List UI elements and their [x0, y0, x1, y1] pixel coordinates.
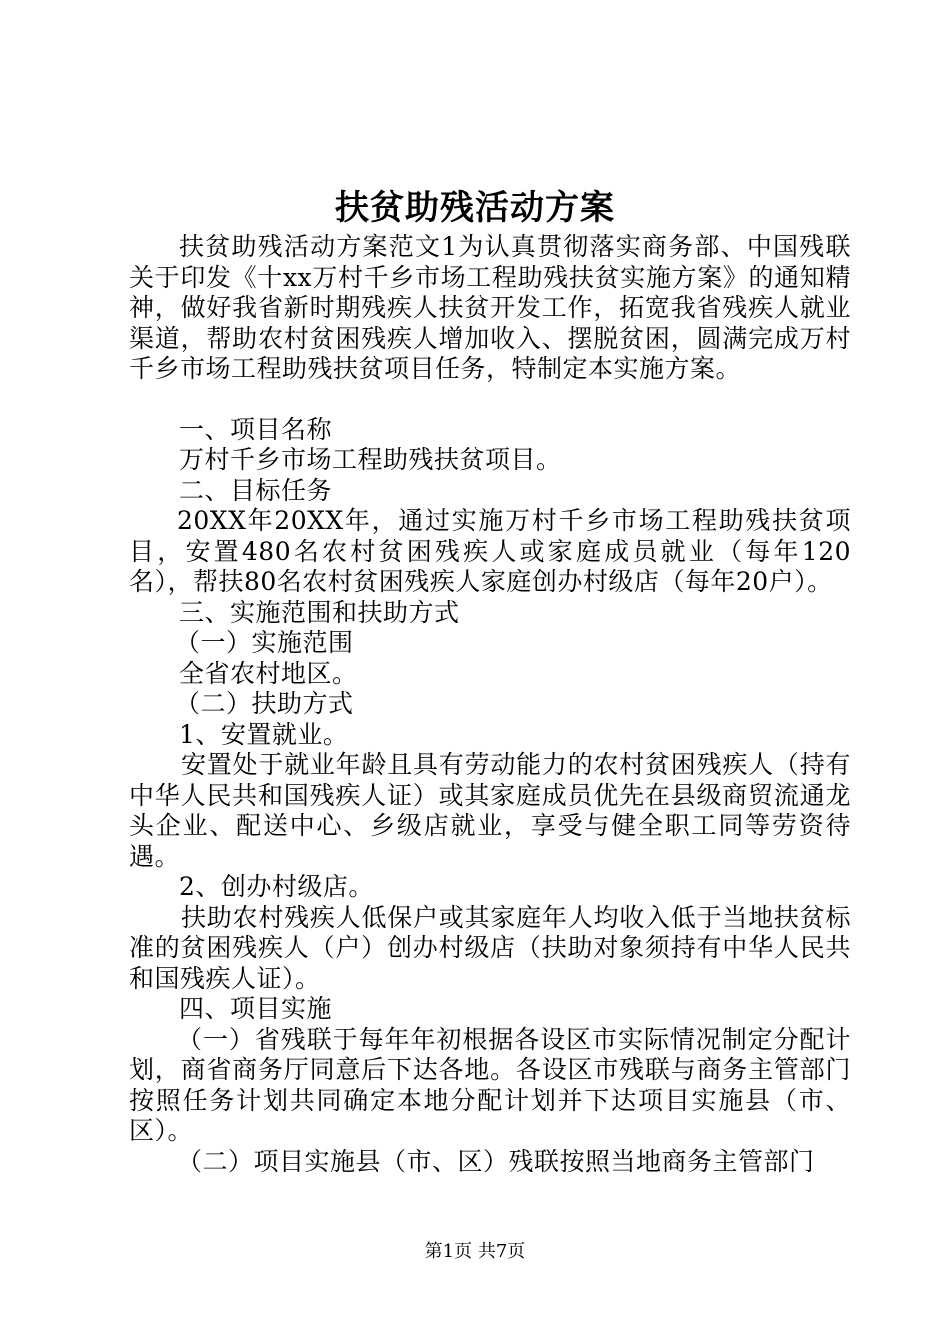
section-heading-1: 一、项目名称 [179, 414, 333, 444]
page-footer: 第1页 共7页 [424, 1241, 526, 1262]
section-heading-2: 二、目标任务 [179, 475, 333, 505]
subsection-heading-scope: （一）实施范围 [175, 628, 354, 657]
section-heading-3: 三、实施范围和扶助方式 [179, 597, 460, 627]
employment-paragraph: 安置处于就业年龄且具有劳动能力的农村贫困残疾人（持有中华人民共和国残疾人证）或其家庭成员优先在县级商贸流通龙头企业、配送中心、乡级店就业，享受与健全职工同等劳资待遇。 [129, 750, 851, 871]
document-title: 扶贫助残活动方案 [335, 188, 615, 228]
item-heading-village-store: 2、创办村级店。 [179, 872, 374, 901]
item-heading-employment: 1、安置就业。 [179, 719, 349, 749]
subsection-heading-method: （二）扶助方式 [175, 689, 354, 718]
village-store-paragraph: 扶助农村残疾人低保户或其家庭年人均收入低于当地扶贫标准的贫困残疾人（户）创办村级店（扶助对象须持有中华人民共和国残疾人证）。 [129, 902, 851, 993]
implementation-paragraph-1: （一）省残联于每年年初根据各设区市实际情况制定分配计划，商省商务厅同意后下达各地。各设区市残联与商务主管部门按照任务计划共同确定本地分配计划并下达项目实施县（市、区）。 [129, 1024, 851, 1145]
document-body [129, 232, 851, 1177]
scope-paragraph: 全省农村地区。 [179, 658, 358, 688]
paragraph-spacer [129, 385, 851, 415]
project-name-paragraph: 万村千乡市场工程助残扶贫项目。 [179, 445, 562, 474]
goal-paragraph: 20XX年20XX年，通过实施万村千乡市场工程助残扶贫项目，安置480名农村贫困残疾人或家庭成员就业（每年120名），帮扶80名农村贫困残疾人家庭创办村级店（每年20户）。 [129, 506, 851, 596]
intro-paragraph: 扶贫助残活动方案范文1为认真贯彻落实商务部、中国残联关于印发《十xx万村千乡市场工程助残扶贫实施方案》的通知精神，做好我省新时期残疾人扶贫开发工作，拓宽我省残疾人就业渠道，帮助农村贫困残疾人增加收入、摆脱贫困，圆满完成万村千乡市场工程助残扶贫项目任务，特制定本实施方案。 [129, 232, 851, 383]
implementation-paragraph-2: （二）项目实施县（市、区）残联按照当地商务主管部门 [177, 1146, 815, 1176]
section-heading-4: 四、项目实施 [179, 994, 333, 1023]
